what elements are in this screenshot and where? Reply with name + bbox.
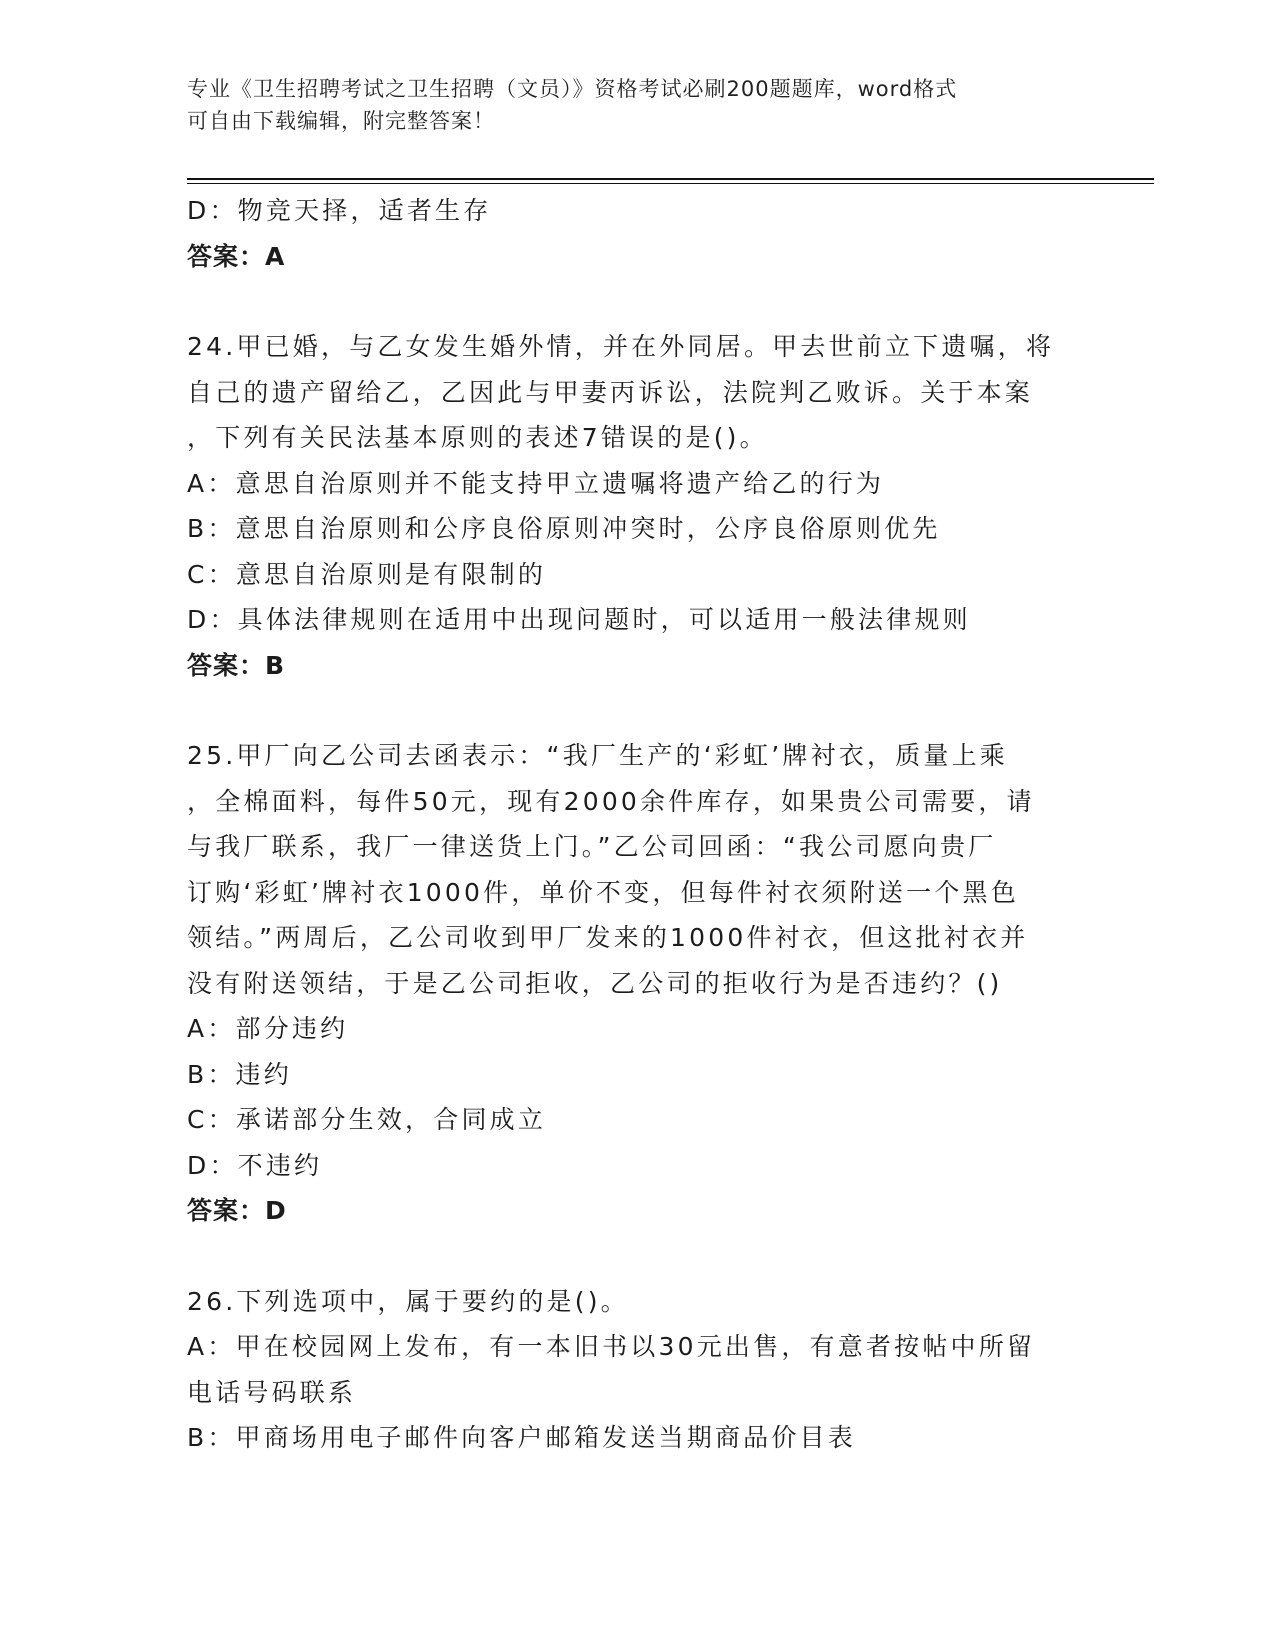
- page-header: [187, 73, 1067, 137]
- question-stem-line: 26.下列选项中，属于要约的是()。: [187, 1286, 629, 1316]
- option-b: B：甲商场用电子邮件向客户邮箱发送当期商品价目表: [187, 1423, 856, 1452]
- header-title-line-1: 专业《卫生招聘考试之卫生招聘（文员）》资格考试必刷200题题库，word格式: [187, 77, 958, 101]
- spacer: [187, 1234, 1087, 1279]
- spacer: [187, 279, 1087, 324]
- question-stem-line: 24.甲已婚，与乙女发生婚外情，并在外同居。甲去世前立下遗嘱，将: [187, 332, 1055, 361]
- question-stem-line: 与我厂联系，我厂一律送货上门。”乙公司回函：“我公司愿向贵厂: [187, 832, 997, 861]
- option-a: A：甲在校园网上发布，有一本旧书以30元出售，有意者按帖中所留: [187, 1332, 1036, 1361]
- option-b: B：意思自治原则和公序良俗原则冲突时，公序良俗原则优先: [187, 514, 941, 543]
- option-d: D：不违约: [187, 1150, 323, 1180]
- option-c: C：意思自治原则是有限制的: [187, 559, 547, 589]
- header-rule-thin: [187, 183, 1154, 184]
- option-a-continued: 电话号码联系: [187, 1377, 357, 1407]
- question-stem-line: ，全棉面料，每件50元，现有2000余件库存，如果贵公司需要，请: [187, 786, 1035, 816]
- answer-line: 答案：A: [187, 241, 286, 271]
- answer-line: 答案：B: [187, 650, 286, 680]
- question-24: [187, 324, 1087, 688]
- question-stem-line: 没有附送领结，于是乙公司拒收，乙公司的拒收行为是否违约？(): [187, 968, 1003, 998]
- question-content: [187, 188, 1087, 1461]
- option-b: B：违约: [187, 1059, 292, 1089]
- question-stem-line: 领结。”两周后，乙公司收到甲厂发来的1000件衬衣，但这批衬衣并: [187, 923, 1029, 952]
- spacer: [187, 688, 1087, 733]
- option-d: D：具体法律规则在适用中出现问题时，可以适用一般法律规则: [187, 605, 971, 634]
- header-rule-thick: [187, 178, 1154, 180]
- option-c: C：承诺部分生效，合同成立: [187, 1105, 547, 1134]
- answer-line: 答案：D: [187, 1196, 287, 1225]
- question-23: [187, 188, 1087, 279]
- question-stem-line: 订购‘彩虹’牌衬衣1000件，单价不变，但每件衬衣须附送一个黑色: [187, 877, 1019, 907]
- question-26: [187, 1279, 1087, 1461]
- question-25: [187, 733, 1087, 1234]
- option-a: A：部分违约: [187, 1014, 349, 1043]
- question-stem-line: 25.甲厂向乙公司去函表示：“我厂生产的‘彩虹’牌衬衣，质量上乘: [187, 741, 1009, 770]
- question-stem-line: ，下列有关民法基本原则的表述7错误的是()。: [187, 423, 768, 452]
- header-title-line-2: 可自由下载编辑，附完整答案！: [187, 109, 495, 133]
- option-d: D：物竞天择，适者生存: [187, 196, 492, 225]
- question-stem-line: 自己的遗产留给乙，乙因此与甲妻丙诉讼，法院判乙败诉。关于本案: [187, 377, 1034, 407]
- option-a: A：意思自治原则并不能支持甲立遗嘱将遗产给乙的行为: [187, 468, 885, 498]
